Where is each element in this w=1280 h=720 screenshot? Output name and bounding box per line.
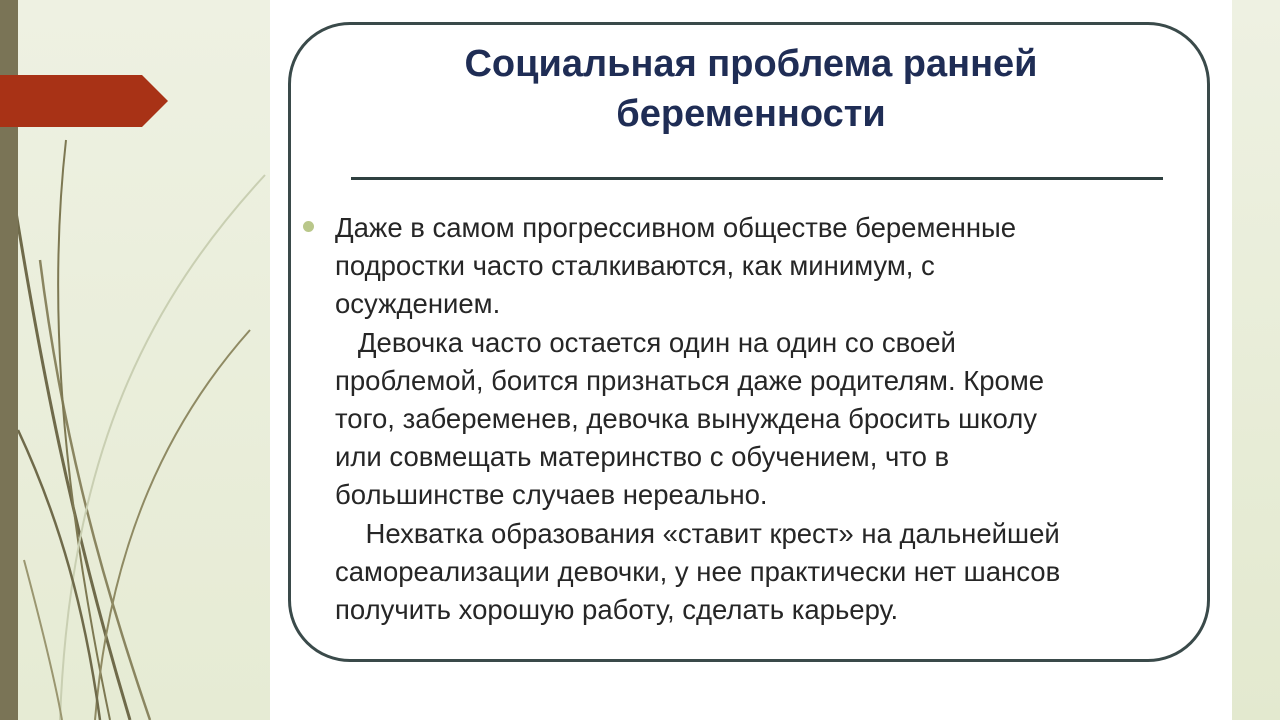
title-line: Социальная проблема ранней xyxy=(464,43,1038,85)
body-line: осуждением. xyxy=(335,288,501,320)
body-line: Даже в самом прогрессивном обществе беременные xyxy=(335,212,1017,243)
slide-title xyxy=(351,39,1151,139)
body-line: самореализации девочки, у нее практически нет шансов xyxy=(335,555,1061,587)
body-line: или совмещать материнство с обучением, что в xyxy=(335,441,950,473)
body-line: Нехватка образования «ставит крест» на дальнейшей xyxy=(335,517,1060,549)
right-background-panel xyxy=(1232,0,1280,720)
content-card xyxy=(288,22,1210,662)
arrow-pointer-icon xyxy=(0,0,170,720)
slide-content-image xyxy=(270,0,1232,720)
bullet-dot-icon xyxy=(303,221,314,232)
body-line: подростки часто сталкиваются, как минимум, с xyxy=(335,250,935,282)
body-line: большинстве случаев нереально. xyxy=(335,479,768,511)
body-line: проблемой, боится признаться даже родителям. Кроме xyxy=(335,364,1045,396)
body-line: получить хорошую работу, сделать карьеру. xyxy=(335,594,899,626)
body-line: того, забеременев, девочка вынуждена бросить школу xyxy=(335,403,1037,435)
body-line: Девочка часто остается один на один со своей xyxy=(335,326,956,358)
title-divider xyxy=(351,177,1163,180)
title-line: беременности xyxy=(616,93,886,135)
body-text xyxy=(335,209,1205,629)
